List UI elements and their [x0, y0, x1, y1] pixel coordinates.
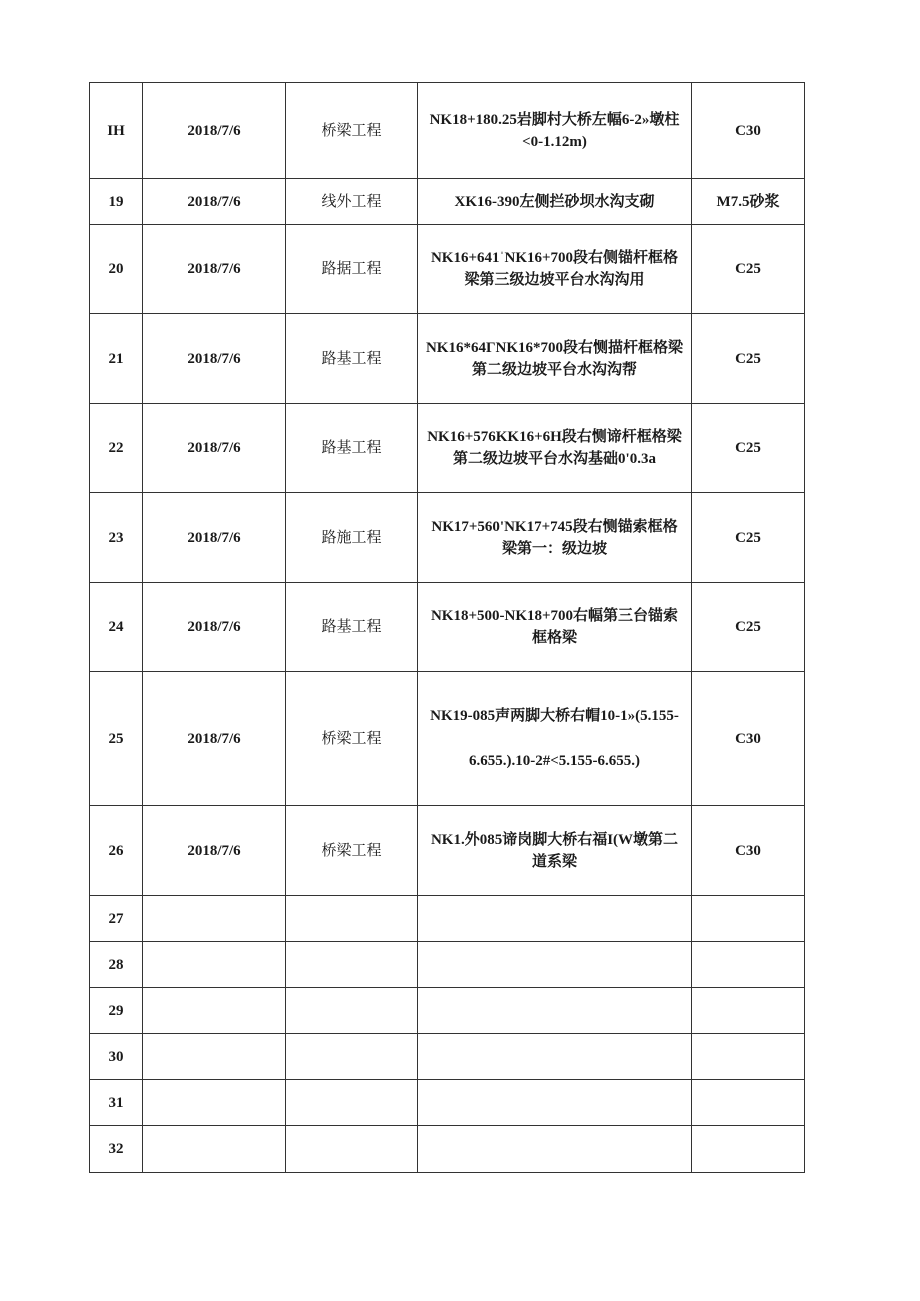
table-row [90, 806, 805, 896]
table-row [90, 314, 805, 404]
row-number: IH [90, 83, 143, 179]
pour-location [418, 896, 692, 942]
concrete-grade: C30 [692, 83, 805, 179]
row-number: 25 [90, 672, 143, 806]
row-number: 23 [90, 493, 143, 583]
table-row [90, 896, 805, 942]
concrete-grade [692, 896, 805, 942]
pour-date: 2018/7/6 [143, 314, 286, 404]
table-row [90, 942, 805, 988]
row-number: 22 [90, 404, 143, 493]
row-number: 20 [90, 225, 143, 314]
work-type [286, 1034, 418, 1080]
concrete-grade: C25 [692, 225, 805, 314]
pour-date [143, 896, 286, 942]
concrete-grade: C25 [692, 314, 805, 404]
concrete-grade [692, 1126, 805, 1173]
row-number: 28 [90, 942, 143, 988]
work-type [286, 1080, 418, 1126]
pour-date [143, 1080, 286, 1126]
pour-location [418, 988, 692, 1034]
concrete-grade [692, 942, 805, 988]
concrete-grade [692, 1034, 805, 1080]
work-type: 路基工程 [286, 583, 418, 672]
pour-date: 2018/7/6 [143, 806, 286, 896]
pour-location [418, 1080, 692, 1126]
pour-log-table [89, 82, 805, 1173]
concrete-grade: C30 [692, 672, 805, 806]
concrete-grade: C30 [692, 806, 805, 896]
table-row [90, 1126, 805, 1173]
work-type [286, 988, 418, 1034]
work-type [286, 896, 418, 942]
pour-date [143, 1034, 286, 1080]
pour-date [143, 942, 286, 988]
concrete-grade: M7.5砂浆 [692, 179, 805, 225]
work-type: 路据工程 [286, 225, 418, 314]
pour-location: NK19-085声两脚大桥右帽10-1»(5.155-6.655.).10-2#<5.155-6.655.) [418, 672, 692, 806]
row-number: 30 [90, 1034, 143, 1080]
work-type: 路基工程 [286, 404, 418, 493]
row-number: 32 [90, 1126, 143, 1173]
concrete-grade: C25 [692, 583, 805, 672]
work-type: 路基工程 [286, 314, 418, 404]
table-row [90, 1080, 805, 1126]
pour-location: NK18+180.25岩脚村大桥左幅6-2»墩柱<0-1.12m) [418, 83, 692, 179]
table-row [90, 404, 805, 493]
work-type: 线外工程 [286, 179, 418, 225]
row-number: 24 [90, 583, 143, 672]
table-row [90, 83, 805, 179]
concrete-grade: C25 [692, 404, 805, 493]
work-type: 桥梁工程 [286, 672, 418, 806]
table-row [90, 583, 805, 672]
concrete-grade: C25 [692, 493, 805, 583]
pour-location: NK18+500-NK18+700右幅第三台锚索框格梁 [418, 583, 692, 672]
table-row [90, 493, 805, 583]
row-number: 27 [90, 896, 143, 942]
pour-date: 2018/7/6 [143, 672, 286, 806]
work-type: 桥梁工程 [286, 806, 418, 896]
table-row [90, 225, 805, 314]
pour-location: NK16+576KK16+6H段右恻谛杆框格梁第二级边坡平台水沟基础0'0.3a [418, 404, 692, 493]
pour-date: 2018/7/6 [143, 225, 286, 314]
table-row [90, 672, 805, 806]
pour-date: 2018/7/6 [143, 179, 286, 225]
pour-date: 2018/7/6 [143, 583, 286, 672]
pour-date: 2018/7/6 [143, 404, 286, 493]
row-number: 19 [90, 179, 143, 225]
pour-location: NK16*64ΓNK16*700段右恻描杆框格梁第二级边坡平台水沟沟帮 [418, 314, 692, 404]
pour-date: 2018/7/6 [143, 493, 286, 583]
work-type [286, 1126, 418, 1173]
row-number: 21 [90, 314, 143, 404]
pour-location: NK1.外085谛岗脚大桥右福I(W墩第二道系梁 [418, 806, 692, 896]
pour-location [418, 1034, 692, 1080]
table-row [90, 988, 805, 1034]
pour-location [418, 1126, 692, 1173]
pour-date: 2018/7/6 [143, 83, 286, 179]
pour-date [143, 1126, 286, 1173]
concrete-grade [692, 1080, 805, 1126]
table-row [90, 179, 805, 225]
row-number: 29 [90, 988, 143, 1034]
concrete-grade [692, 988, 805, 1034]
work-type: 路施工程 [286, 493, 418, 583]
row-number: 26 [90, 806, 143, 896]
work-type: 桥梁工程 [286, 83, 418, 179]
pour-date [143, 988, 286, 1034]
pour-location: XK16-390左侧拦砂坝水沟支砌 [418, 179, 692, 225]
table-row [90, 1034, 805, 1080]
pour-location: NK16+641ˈNK16+700段右侧锚杆框格梁第三级边坡平台水沟沟用 [418, 225, 692, 314]
pour-location: NK17+560'NK17+745段右恻锚索框格梁第一：级边坡 [418, 493, 692, 583]
pour-location [418, 942, 692, 988]
work-type [286, 942, 418, 988]
row-number: 31 [90, 1080, 143, 1126]
